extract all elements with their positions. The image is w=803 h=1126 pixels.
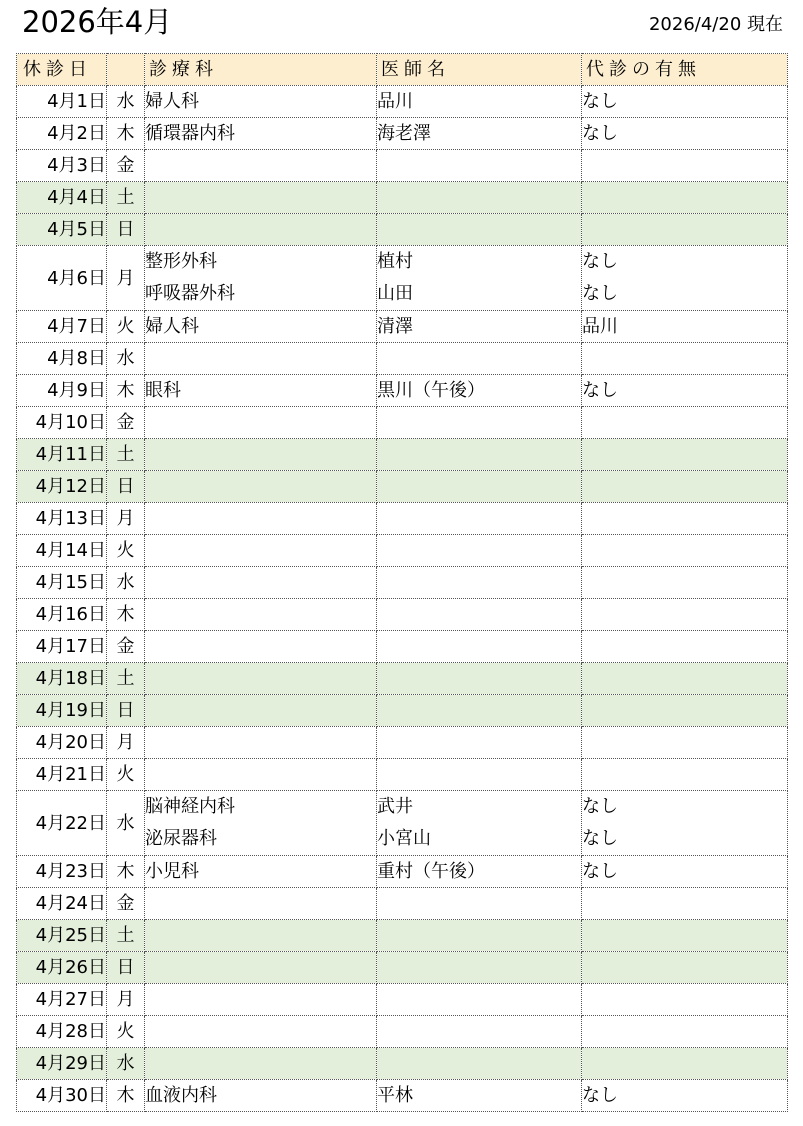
row-date: 4月6日 bbox=[17, 246, 107, 311]
row-substitute bbox=[582, 663, 788, 695]
table-row bbox=[17, 343, 788, 375]
row-day-of-week: 月 bbox=[107, 246, 145, 311]
table-row bbox=[17, 375, 788, 407]
row-doctor bbox=[377, 214, 582, 246]
row-department bbox=[145, 471, 377, 503]
row-substitute bbox=[582, 439, 788, 471]
row-date: 4月29日 bbox=[17, 1048, 107, 1080]
row-day-of-week: 木 bbox=[107, 856, 145, 888]
row-day-of-week: 日 bbox=[107, 952, 145, 984]
row-date: 4月10日 bbox=[17, 407, 107, 439]
row-department-line: 整形外科 bbox=[145, 251, 217, 272]
table-row bbox=[17, 663, 788, 695]
row-day-of-week: 火 bbox=[107, 759, 145, 791]
row-department bbox=[145, 888, 377, 920]
row-department bbox=[145, 1016, 377, 1048]
row-day-of-week: 水 bbox=[107, 343, 145, 375]
row-substitute bbox=[582, 759, 788, 791]
row-department: 婦人科 bbox=[145, 311, 377, 343]
row-day-of-week: 火 bbox=[107, 535, 145, 567]
row-date: 4月23日 bbox=[17, 856, 107, 888]
row-date: 4月2日 bbox=[17, 118, 107, 150]
row-substitute bbox=[582, 631, 788, 663]
row-substitute bbox=[582, 567, 788, 599]
row-doctor-line: 小宮山 bbox=[377, 828, 431, 849]
table-row bbox=[17, 567, 788, 599]
row-day-of-week: 金 bbox=[107, 150, 145, 182]
row-day-of-week: 金 bbox=[107, 631, 145, 663]
row-department bbox=[145, 984, 377, 1016]
row-doctor: 海老澤 bbox=[377, 118, 582, 150]
row-department-line: 呼吸器外科 bbox=[145, 283, 235, 304]
row-substitute bbox=[582, 214, 788, 246]
table-row bbox=[17, 150, 788, 182]
row-date: 4月28日 bbox=[17, 1016, 107, 1048]
row-day-of-week: 火 bbox=[107, 311, 145, 343]
row-date: 4月17日 bbox=[17, 631, 107, 663]
header-doctor: 医師名 bbox=[377, 54, 582, 86]
table-row bbox=[17, 759, 788, 791]
row-date: 4月26日 bbox=[17, 952, 107, 984]
row-doctor: 重村（午後） bbox=[377, 856, 582, 888]
row-substitute: なし bbox=[582, 118, 788, 150]
row-substitute bbox=[582, 503, 788, 535]
row-substitute bbox=[582, 471, 788, 503]
row-day-of-week: 土 bbox=[107, 920, 145, 952]
row-day-of-week: 木 bbox=[107, 375, 145, 407]
row-day-of-week: 水 bbox=[107, 86, 145, 118]
row-date: 4月25日 bbox=[17, 920, 107, 952]
row-date: 4月7日 bbox=[17, 311, 107, 343]
row-day-of-week: 木 bbox=[107, 118, 145, 150]
header-closed-date: 休診日 bbox=[17, 54, 107, 86]
row-date: 4月22日 bbox=[17, 791, 107, 856]
row-doctor-line: 植村 bbox=[377, 251, 413, 272]
header-department: 診療科 bbox=[145, 54, 377, 86]
row-date: 4月30日 bbox=[17, 1080, 107, 1112]
row-department bbox=[145, 407, 377, 439]
row-substitute bbox=[582, 182, 788, 214]
row-date: 4月20日 bbox=[17, 727, 107, 759]
row-doctor bbox=[377, 1048, 582, 1080]
row-doctor bbox=[377, 631, 582, 663]
row-date: 4月19日 bbox=[17, 695, 107, 727]
row-date: 4月1日 bbox=[17, 86, 107, 118]
row-day-of-week: 木 bbox=[107, 599, 145, 631]
row-department bbox=[145, 727, 377, 759]
row-day-of-week: 日 bbox=[107, 214, 145, 246]
row-day-of-week: 土 bbox=[107, 439, 145, 471]
table-row bbox=[17, 631, 788, 663]
row-department bbox=[145, 663, 377, 695]
table-row bbox=[17, 791, 788, 856]
table-row bbox=[17, 471, 788, 503]
row-day-of-week: 月 bbox=[107, 503, 145, 535]
row-doctor bbox=[377, 407, 582, 439]
page-title: 2026年4月 bbox=[22, 5, 173, 39]
row-date: 4月9日 bbox=[17, 375, 107, 407]
row-date: 4月13日 bbox=[17, 503, 107, 535]
row-substitute: 品川 bbox=[582, 311, 788, 343]
row-substitute-line: なし bbox=[582, 283, 618, 304]
row-department bbox=[145, 535, 377, 567]
row-substitute: なし bbox=[582, 856, 788, 888]
row-day-of-week: 水 bbox=[107, 567, 145, 599]
row-doctor bbox=[377, 952, 582, 984]
row-date: 4月18日 bbox=[17, 663, 107, 695]
row-department bbox=[145, 567, 377, 599]
table-row bbox=[17, 86, 788, 118]
row-department bbox=[145, 599, 377, 631]
row-department bbox=[145, 791, 377, 856]
row-doctor: 清澤 bbox=[377, 311, 582, 343]
row-doctor bbox=[377, 503, 582, 535]
row-doctor bbox=[377, 439, 582, 471]
row-doctor bbox=[377, 695, 582, 727]
row-substitute bbox=[582, 535, 788, 567]
row-department bbox=[145, 695, 377, 727]
row-department: 眼科 bbox=[145, 375, 377, 407]
row-day-of-week: 月 bbox=[107, 727, 145, 759]
row-doctor bbox=[377, 567, 582, 599]
row-doctor bbox=[377, 150, 582, 182]
table-row bbox=[17, 407, 788, 439]
table-row bbox=[17, 888, 788, 920]
row-substitute bbox=[582, 150, 788, 182]
row-day-of-week: 日 bbox=[107, 471, 145, 503]
row-date: 4月3日 bbox=[17, 150, 107, 182]
row-date: 4月24日 bbox=[17, 888, 107, 920]
header-substitute: 代診の有無 bbox=[582, 54, 788, 86]
row-substitute bbox=[582, 599, 788, 631]
row-day-of-week: 金 bbox=[107, 888, 145, 920]
table-row bbox=[17, 439, 788, 471]
row-department-line: 脳神経内科 bbox=[145, 796, 235, 817]
row-substitute bbox=[582, 888, 788, 920]
row-department: 婦人科 bbox=[145, 86, 377, 118]
row-date: 4月5日 bbox=[17, 214, 107, 246]
row-doctor bbox=[377, 1016, 582, 1048]
row-day-of-week: 水 bbox=[107, 1048, 145, 1080]
table-row bbox=[17, 182, 788, 214]
row-date: 4月12日 bbox=[17, 471, 107, 503]
row-date: 4月16日 bbox=[17, 599, 107, 631]
table-row bbox=[17, 1048, 788, 1080]
table-row bbox=[17, 118, 788, 150]
row-doctor bbox=[377, 727, 582, 759]
table-row bbox=[17, 246, 788, 311]
row-substitute bbox=[582, 791, 788, 856]
row-substitute bbox=[582, 1016, 788, 1048]
table-row bbox=[17, 503, 788, 535]
row-department bbox=[145, 246, 377, 311]
row-substitute-line: なし bbox=[582, 828, 618, 849]
row-doctor bbox=[377, 182, 582, 214]
row-date: 4月4日 bbox=[17, 182, 107, 214]
row-date: 4月27日 bbox=[17, 984, 107, 1016]
row-day-of-week: 土 bbox=[107, 663, 145, 695]
table-row bbox=[17, 920, 788, 952]
row-doctor: 黒川（午後） bbox=[377, 375, 582, 407]
row-day-of-week: 火 bbox=[107, 1016, 145, 1048]
row-substitute bbox=[582, 920, 788, 952]
row-department bbox=[145, 503, 377, 535]
table-row bbox=[17, 695, 788, 727]
row-substitute: なし bbox=[582, 86, 788, 118]
row-doctor-line: 山田 bbox=[377, 283, 413, 304]
table-row bbox=[17, 311, 788, 343]
row-department: 循環器内科 bbox=[145, 118, 377, 150]
row-substitute bbox=[582, 246, 788, 311]
row-doctor bbox=[377, 343, 582, 375]
row-department bbox=[145, 631, 377, 663]
row-doctor: 品川 bbox=[377, 86, 582, 118]
row-doctor bbox=[377, 984, 582, 1016]
row-day-of-week: 日 bbox=[107, 695, 145, 727]
row-doctor bbox=[377, 759, 582, 791]
row-day-of-week: 月 bbox=[107, 984, 145, 1016]
table-body bbox=[17, 86, 788, 1112]
row-doctor: 平林 bbox=[377, 1080, 582, 1112]
row-date: 4月8日 bbox=[17, 343, 107, 375]
table-header bbox=[17, 54, 788, 86]
row-date: 4月15日 bbox=[17, 567, 107, 599]
row-department bbox=[145, 1048, 377, 1080]
table-row bbox=[17, 214, 788, 246]
table-row bbox=[17, 1080, 788, 1112]
table-row bbox=[17, 984, 788, 1016]
row-substitute bbox=[582, 695, 788, 727]
row-date: 4月21日 bbox=[17, 759, 107, 791]
table-row bbox=[17, 952, 788, 984]
row-substitute bbox=[582, 1048, 788, 1080]
row-doctor bbox=[377, 246, 582, 311]
row-day-of-week: 土 bbox=[107, 182, 145, 214]
header-day-of-week bbox=[107, 54, 145, 86]
row-day-of-week: 木 bbox=[107, 1080, 145, 1112]
table-row bbox=[17, 1016, 788, 1048]
row-department-line: 泌尿器科 bbox=[145, 828, 217, 849]
as-of-date: 2026/4/20 現在 bbox=[648, 14, 783, 35]
row-substitute-line: なし bbox=[582, 796, 618, 817]
row-substitute bbox=[582, 407, 788, 439]
row-substitute: なし bbox=[582, 1080, 788, 1112]
row-doctor bbox=[377, 535, 582, 567]
row-substitute bbox=[582, 984, 788, 1016]
row-department: 血液内科 bbox=[145, 1080, 377, 1112]
closure-schedule-table bbox=[16, 53, 788, 1112]
row-substitute bbox=[582, 727, 788, 759]
row-department bbox=[145, 214, 377, 246]
row-doctor bbox=[377, 663, 582, 695]
row-department bbox=[145, 952, 377, 984]
table-row bbox=[17, 535, 788, 567]
row-doctor-line: 武井 bbox=[377, 796, 413, 817]
row-department bbox=[145, 343, 377, 375]
row-substitute: なし bbox=[582, 375, 788, 407]
row-day-of-week: 金 bbox=[107, 407, 145, 439]
row-doctor bbox=[377, 599, 582, 631]
row-doctor bbox=[377, 791, 582, 856]
row-department: 小児科 bbox=[145, 856, 377, 888]
row-department bbox=[145, 182, 377, 214]
row-date: 4月14日 bbox=[17, 535, 107, 567]
table-row bbox=[17, 727, 788, 759]
row-department bbox=[145, 439, 377, 471]
row-doctor bbox=[377, 888, 582, 920]
row-substitute bbox=[582, 343, 788, 375]
row-substitute bbox=[582, 952, 788, 984]
row-department bbox=[145, 920, 377, 952]
table-row bbox=[17, 599, 788, 631]
row-doctor bbox=[377, 920, 582, 952]
row-department bbox=[145, 150, 377, 182]
row-doctor bbox=[377, 471, 582, 503]
row-department bbox=[145, 759, 377, 791]
table-row bbox=[17, 856, 788, 888]
row-substitute-line: なし bbox=[582, 251, 618, 272]
row-date: 4月11日 bbox=[17, 439, 107, 471]
header-row bbox=[17, 54, 788, 86]
row-day-of-week: 水 bbox=[107, 791, 145, 856]
